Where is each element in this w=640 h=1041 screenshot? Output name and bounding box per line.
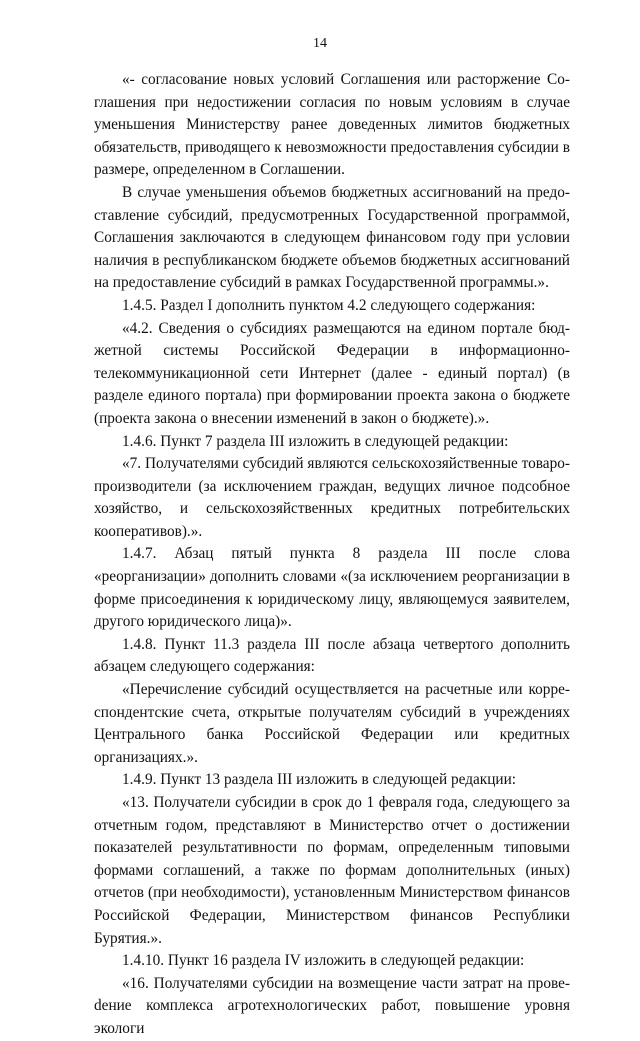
paragraph: «16. Получателями субсидии на возмещение части затрат на провеdение комплекса агротехнологических работ, повышение уровня экологи [94,974,570,1037]
paragraph: «Перечисление субсидий осуществляется на расчетные или корреспондентские счета, открытые получателям субсидий в учреждениях Центрального банка Российской Федерации или кредитных организациях.». [94,681,570,766]
paragraph: 1.4.10. Пункт 16 раздела IV изложить в следующей редакции: [122,952,525,970]
paragraph: 1.4.5. Раздел I дополнить пунктом 4.2 следующего содержания: [122,296,536,314]
page-number: 14 [313,36,327,51]
paragraph: «- согласование новых условий Соглашения или расторжение Соглашения при недостижении согласия по новым условиям в случае уменьшения Министерству ранее доведенных лимитов бюджетных обязательств, приводящего к невозможности предоставления субсидии в размере, определенном в Соглашении. [94,71,570,179]
paragraph: «13. Получатели субсидии в срок до 1 февраля года, следующего за отчетным годом, представляют в Министерство отчет о достижении показателей результативности по формам, определенным типовыми формами соглашений, а также по формам дополнительных (иных) отчетов (при необходимости), установленным Министерством финансов Российской Федерации, Министерством финансов Республики Бурятия.». [94,794,570,947]
paragraph: 1.4.6. Пункт 7 раздела III изложить в следующей редакции: [122,432,509,450]
paragraph: В случае уменьшения объемов бюджетных ассигнований на предоставление субсидий, предусмотренных Государственной программой, Соглашения заключаются в следующем финансовом году при условии наличия в республиканском бюджете объемов бюджетных ассигнований на предоставление субсидий в рамках Государственной программы.». [94,183,570,292]
paragraph: 1.4.9. Пункт 13 раздела III изложить в следующей редакции: [122,771,517,789]
paragraph: «4.2. Сведения о субсидиях размещаются на едином портале бюджетной системы Российской Федерации в информационно-телекоммуникационной сети Интернет (далее - единый портал) (в разделе единого портала) при формировании проекта закона о бюджете (проекта закона о внесении изменений в закон о бюджете).». [94,319,570,427]
paragraph: 1.4.7. Абзац пятый пункта 8 раздела III после слова «реорганизации» дополнить словами «(за исключением реорганизации в форме присоединения к юридическому лицу, являющемуся заявителем, другого юридического лица)». [94,545,570,631]
paragraph: 1.4.8. Пункт 11.3 раздела III после абзаца четвертого дополнить абзацем следующего содержания: [94,635,570,676]
paragraph: «7. Получателями субсидий являются сельскохозяйственные товаропроизводители (за исключением граждан, ведущих личное подсобное хозяйство, и сельскохозяйственных кредитных потребительских кооперативов).». [94,455,570,540]
document-body [94,69,570,1041]
